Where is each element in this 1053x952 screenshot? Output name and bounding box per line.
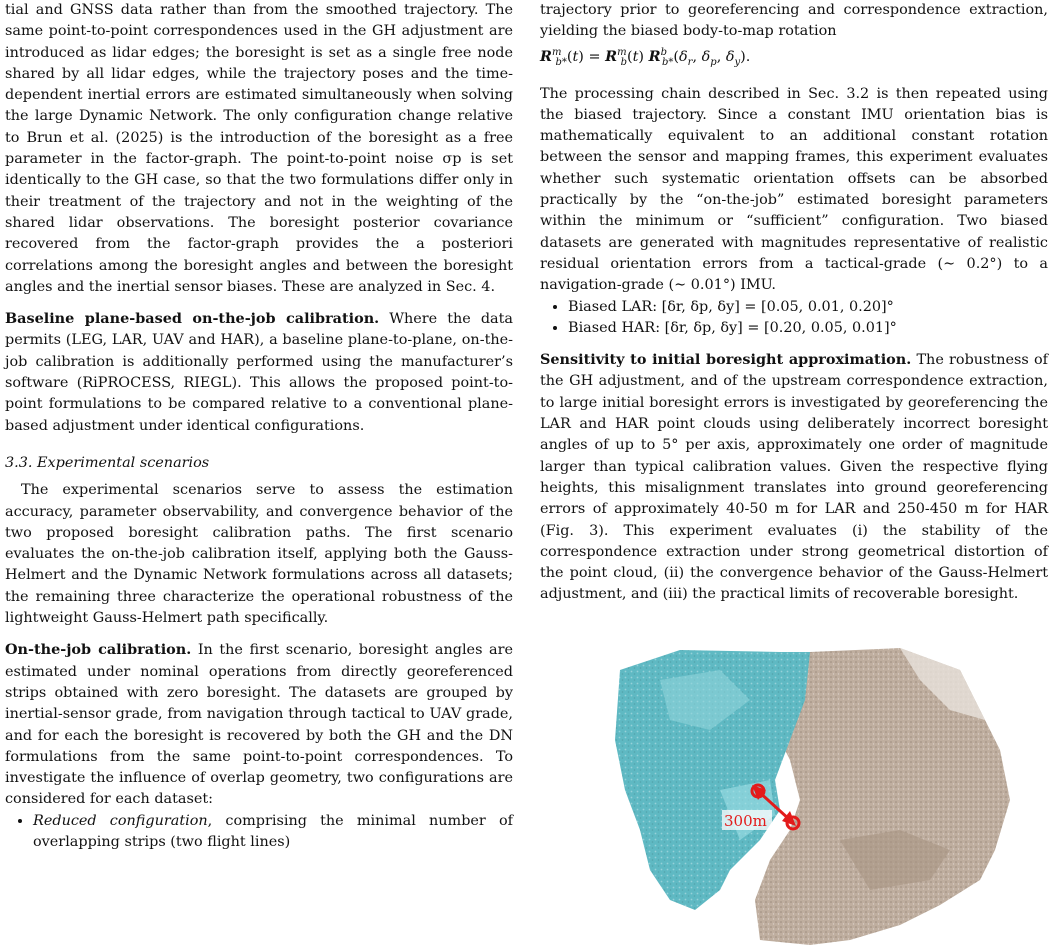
baseline-heading: Baseline plane-based on-the-job calibration.	[5, 310, 380, 328]
otj-heading: On-the-job calibration.	[5, 641, 192, 659]
right-paragraph-1	[540, 0, 1048, 74]
biased-rotation-equation: $R^m_{b*}(t) = R^m_b(t)$ $R^b_{b*}(\delta_r$, $\delta_p$, $\delta_y$).	[540, 47, 751, 69]
baseline-body: Where the data permits (LEG, LAR, UAV and HAR), a baseline plane-to-plane, on-the-job calibration is additionally performed using the manufacturer’s software (RiPROCESS, RIEGL). This allows the proposed point-to-point formulations to be compared relative to a conventional plane-based adjustment under identical configurations.	[5, 311, 513, 434]
distance-label: 300m	[724, 812, 767, 830]
reduced-config-text: , comprising the minimal number of overlapping strips (two flight lines)	[33, 812, 513, 850]
sensitivity-heading: Sensitivity to initial boresight approximation.	[540, 351, 912, 369]
config-list	[5, 811, 513, 854]
left-paragraph-1: tial and GNSS data rather than from the smoothed trajectory. The same point-to-point correspondences used in the GH adjustment are introduced as lidar edges; the boresight is set as a single free node shared by all lidar edges, while the trajectory poses and the time-dependent inertial errors are estimated simultaneously when solving the large Dynamic Network. The only configuration change relative to Brun et al. (2025) is the introduction of the boresight as a free parameter in the factor-graph. The point-to-point noise σp is set identically to the GH case, so that the two formulations differ only in their treatment of the trajectory and not in the weighting of the shared lidar observations. The boresight posterior covariance recovered from the factor-graph provides the a posteriori correlations among the boresight angles and between the boresight angles and the inertial sensor biases. These are analyzed in Sec. 4.	[5, 2, 513, 295]
point-cloud-figure	[600, 640, 1040, 952]
scenarios-paragraph: The experimental scenarios serve to assess the estimation accuracy, parameter observability, and convergence behavior of the two proposed boresight calibration paths. The first scenario evaluates the on-the-job calibration itself, applying both the Gauss-Helmert and the Dynamic Network formulations across all datasets; the remaining three characterize the operational robustness of the lightweight Gauss-Helmert path specifically.	[5, 482, 513, 627]
sensitivity-paragraph	[540, 349, 1048, 606]
sensitivity-body: The robustness of the GH adjustment, and of the upstream correspondence extraction, to large initial boresight errors is investigated by georeferencing the LAR and HAR point clouds using deliberately incorrect boresight angles of up to 5° per axis, approximately one order of magnitude larger than typical calibration values. Given the respective flying heights, this misalignment translates into ground georeferencing errors of approximately 40-50 m for LAR and 250-450 m for HAR (Fig. 3). This experiment evaluates (i) the stability of the correspondence extraction under strong geometrical distortion of the point cloud, (ii) the convergence behavior of the Gauss-Helmert adjustment, and (iii) the practical limits of recoverable boresight.	[540, 352, 1048, 603]
right-para1-text: trajectory prior to georeferencing and correspondence extraction, yielding the biased body-to-map rotation	[540, 2, 1048, 40]
left-column	[5, 0, 513, 853]
otj-body: In the first scenario, boresight angles are estimated under nominal operations from directly georeferenced strips obtained with zero boresight. The datasets are grouped by inertial-sensor grade, from navigation through tactical to UAV grade, and for each the boresight is recovered by both the GH and the DN formulations from the same point-to-point correspondences. To investigate the influence of overlap geometry, two configurations are considered for each dataset:	[5, 642, 514, 808]
list-item: • Biased HAR: [δr, δp, δy] = [0.20, 0.05, 0.01]°	[568, 318, 1048, 339]
section-title: 3.3. Experimental scenarios	[5, 454, 210, 471]
baseline-paragraph	[5, 308, 513, 437]
reduced-config-label: Reduced configuration	[33, 812, 208, 829]
biased-list	[540, 297, 1048, 340]
right-paragraph-2: The processing chain described in Sec. 3.2 is then repeated using the biased trajectory. Since a constant IMU orientation bias is mathematically equivalent to an additional constant rotation between the sensor and mapping frames, this experiment evaluates whether such systematic orientation offsets can be absorbed practically by the “on-the-job” estimated boresight parameters within the minimum or “sufficient” configuration. Two biased datasets are generated with magnitudes representative of realistic residual orientation errors from a tactical-grade (∼ 0.2°) to a navigation-grade (∼ 0.01°) IMU.	[540, 85, 1048, 294]
list-item: • Biased LAR: [δr, δp, δy] = [0.05, 0.01, 0.20]°	[568, 297, 1048, 318]
list-item	[33, 811, 513, 854]
right-column	[540, 0, 1048, 606]
otj-paragraph	[5, 639, 513, 810]
